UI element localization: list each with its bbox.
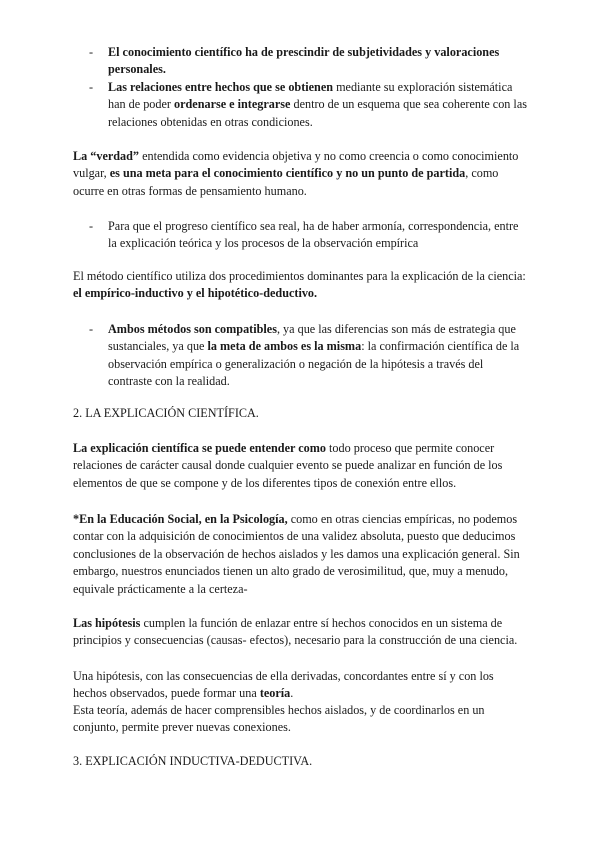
paragraph-teoria-2: Esta teoría, además de hacer comprensibles hechos aislados, y de coordinarlos en un conjunto, permite prever nuevas conexiones. [73, 703, 485, 735]
paragraph-hipotesis: Las hipótesis cumplen la función de enlazar entre sí hechos conocidos en un sistema de principios y consecuencias (causas- efectos), necesario para la construcción de una ciencia. [73, 616, 518, 648]
bullet-dash: - [89, 80, 94, 94]
paragraph-teoria: Una hipótesis, con las consecuencias de ella derivadas, concordantes entre sí y con los hechos observados, puede formar una teoría. [73, 669, 494, 701]
bullet-ambos: Ambos métodos son compatibles, ya que las diferencias son más de estrategia que sustanciales, ya que la meta de ambos es la misma: la confirmación científica de la observación empírica o generalización o negación de la hipótesis a través del contraste con la realidad. [108, 322, 520, 389]
bullet-dash: - [89, 45, 94, 59]
heading-section-3: 3. EXPLICACIÓN INDUCTIVA-DEDUCTIVA. [73, 754, 313, 768]
paragraph-verdad: La “verdad” entendida como evidencia objetiva y no como creencia o como conocimiento vulgar, es una meta para el conocimiento científico y no un punto de partida, como ocurre en otras formas de pensamiento humano. [73, 149, 519, 198]
paragraph-metodo: El método científico utiliza dos procedimientos dominantes para la explicación de la ciencia: el empírico-inductivo y el hipotético-deductivo. [73, 269, 526, 301]
bullet-progreso: Para que el progreso científico sea real, ha de haber armonía, correspondencia, entre la explicación teórica y los procesos de la observación empírica [108, 219, 519, 251]
bullet-dash: - [89, 322, 94, 336]
bullet-conocimiento: El conocimiento científico ha de prescindir de subjetividades y valoraciones personales. [108, 45, 500, 77]
paragraph-educacion-social: *En la Educación Social, en la Psicología, como en otras ciencias empíricas, no podemos contar con la adquisición de conocimientos de una validez absoluta, puesto que deducimos conclusiones de la observación de hechos aislados y les damos una explicación general. Sin embargo, nuestros enunciados tienen un alto grado de verosimilitud, que, muy a menudo, equivale prácticamente a la certeza- [73, 512, 520, 596]
bullet-dash: - [89, 219, 94, 233]
paragraph-explicacion: La explicación científica se puede entender como todo proceso que permite conocer relaciones de carácter causal donde cualquier evento se puede analizar en función de los elementos de que se compone y de los diferentes tipos de conexión entre ellos. [73, 441, 503, 490]
heading-section-2: 2. LA EXPLICACIÓN CIENTÍFICA. [73, 406, 259, 420]
bullet-relaciones: Las relaciones entre hechos que se obtienen mediante su exploración sistemática han de poder ordenarse e integrarse dentro de un esquema que sea coherente con las relaciones obtenidas en otras condiciones. [108, 80, 527, 129]
